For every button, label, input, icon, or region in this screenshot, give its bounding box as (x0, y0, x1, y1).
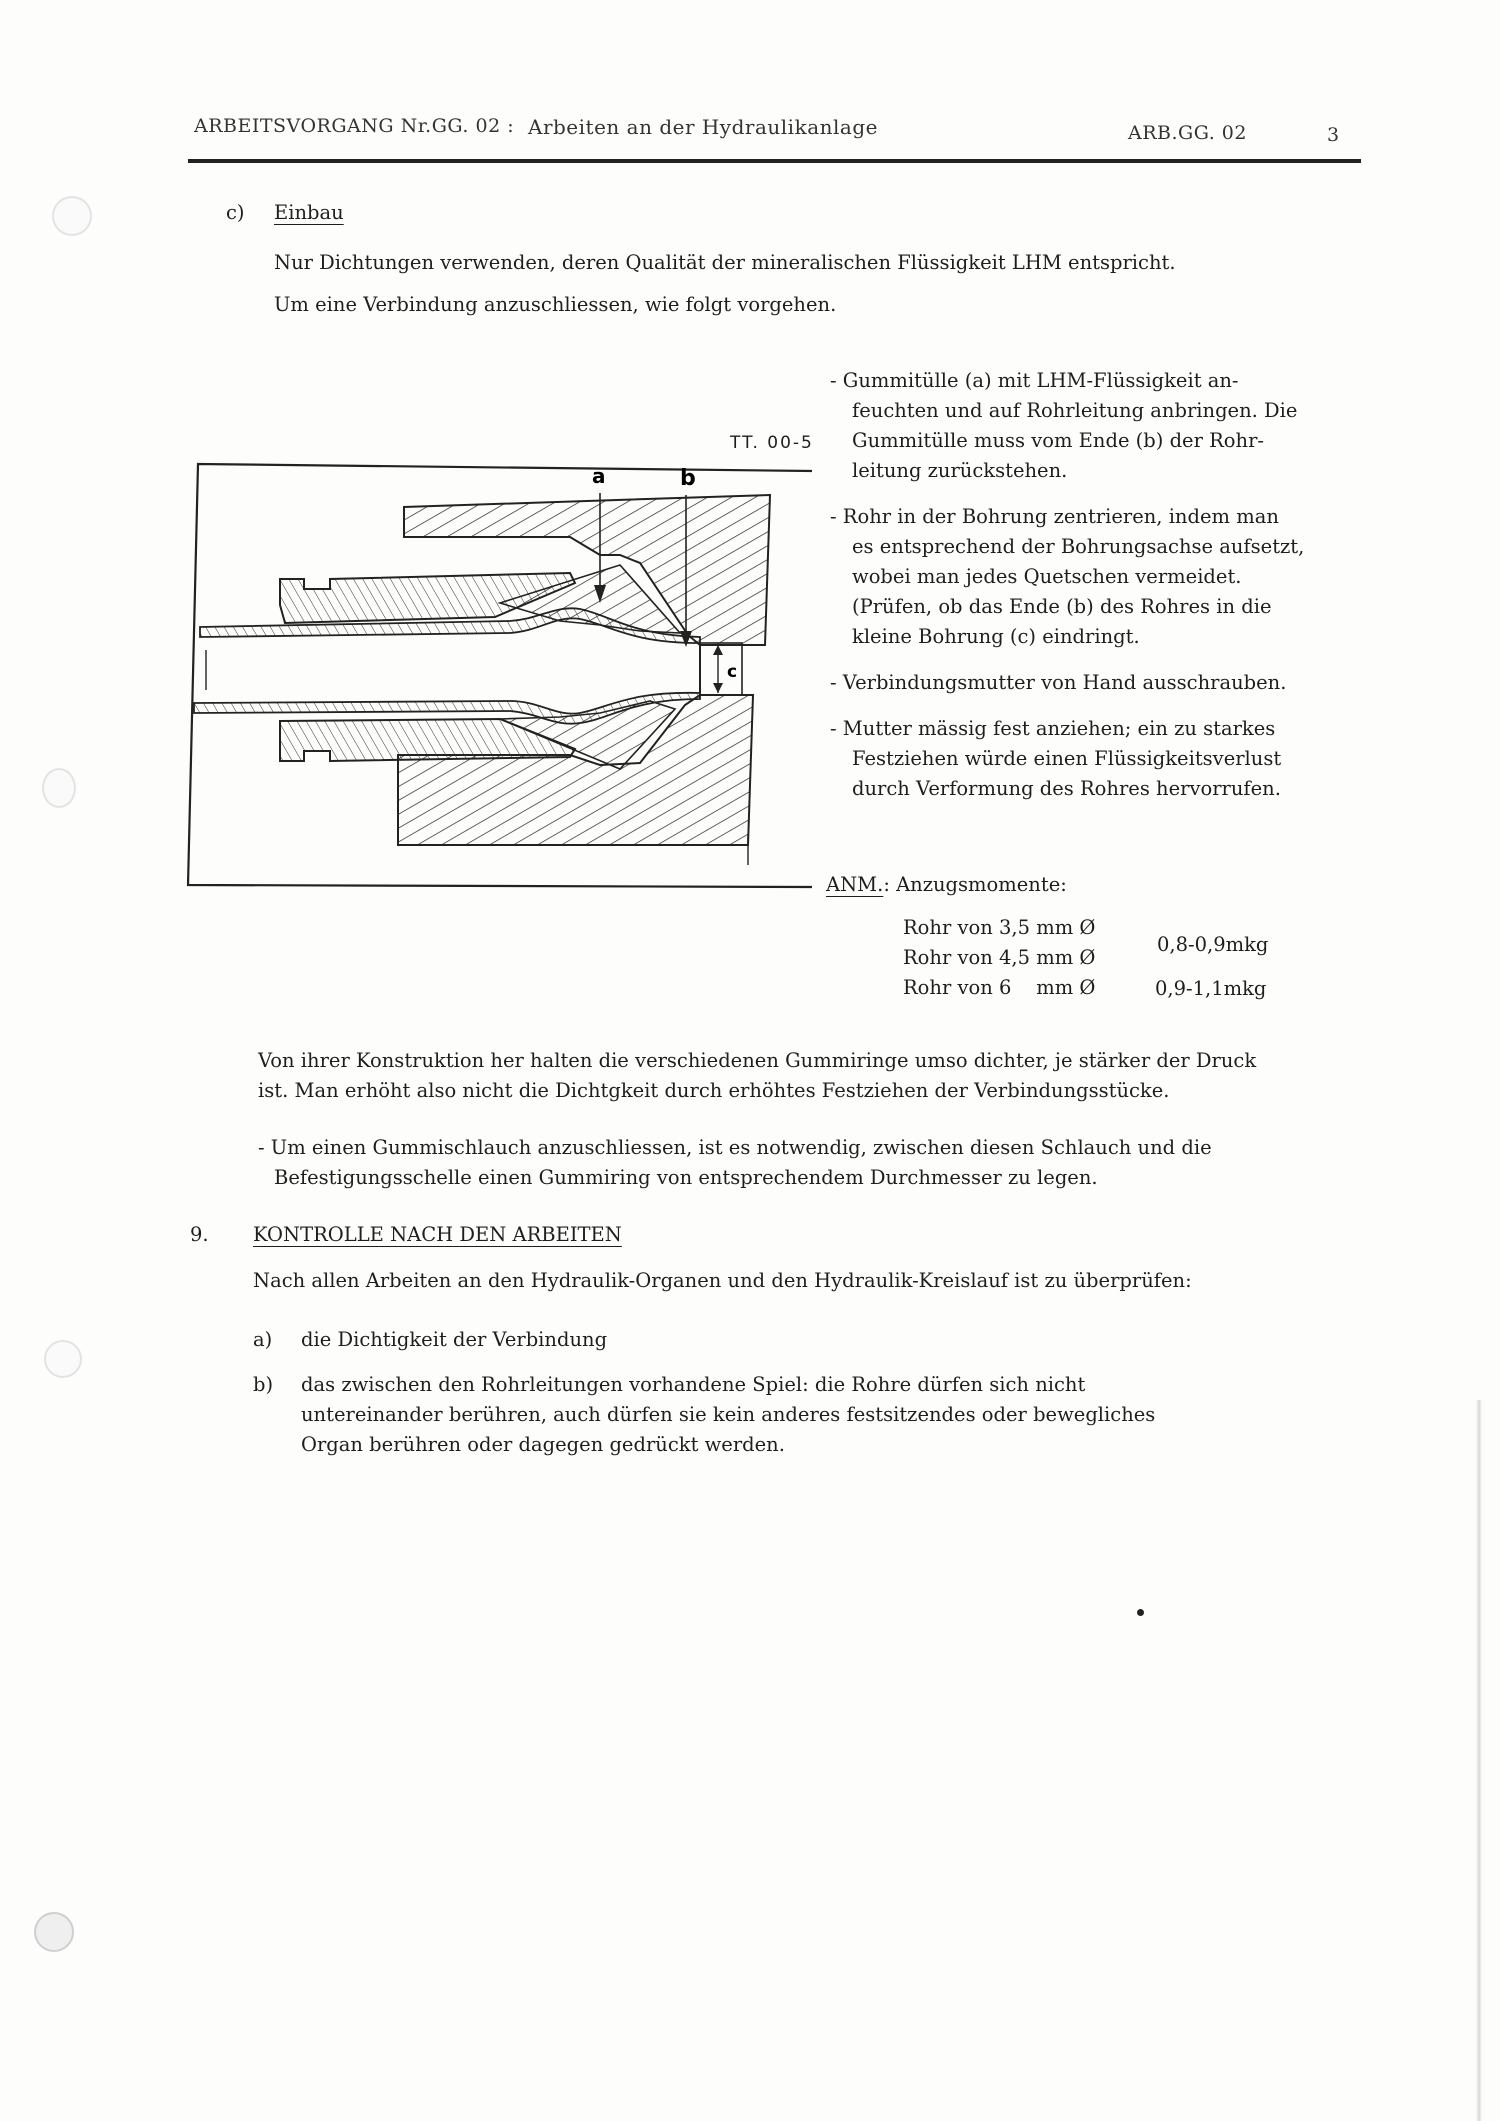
torque-value-1: 0,8-0,9mkg (1157, 933, 1269, 956)
figure-ref: TT. 00-5 (730, 433, 814, 453)
header-code: ARB.GG. 02 (1128, 122, 1247, 144)
anm-label: ANM. (826, 873, 884, 896)
step-2: - Rohr in der Bohrung zentrieren, indem man es entsprechend der Bohrungsachse aufsetzt, wobei man jedes Quetschen vermeidet. (Prüfen, ob das Ende (b) des Rohres in die kleine Bohrung (c) eindringt. (830, 505, 1305, 648)
header-rule (188, 159, 1361, 163)
section-9-intro: Nach allen Arbeiten an den Hydraulik-Organen und den Hydraulik-Kreislauf ist zu überprüfen: (253, 1269, 1192, 1292)
pipe-fitting-diagram (180, 455, 830, 895)
torque-row-3: Rohr von 6 mm Ø (903, 976, 1096, 999)
section-c-marker: c) (226, 201, 245, 224)
torque-row-1: Rohr von 3,5 mm Ø (903, 916, 1096, 939)
section-9-number: 9. (190, 1223, 209, 1246)
anm-heading (826, 870, 1067, 900)
section-c-paragraph-1: Nur Dichtungen verwenden, deren Qualität der mineralischen Flüssigkeit LHM entspricht. (274, 251, 1176, 274)
steps-list (830, 366, 1304, 804)
punch-hole-bottom (34, 1912, 74, 1952)
label-a: a (592, 464, 606, 488)
label-c: c (727, 662, 738, 682)
step-4: - Mutter mässig fest anziehen; ein zu starkes Festziehen würde einen Flüssigkeitsverlust durch Verformung des Rohres hervorrufen. (830, 717, 1282, 800)
punch-hole-middle (42, 768, 76, 808)
scan-edge (1476, 1400, 1482, 2121)
section-9-heading: KONTROLLE NACH DEN ARBEITEN (253, 1223, 622, 1246)
step-1: - Gummitülle (a) mit LHM-Flüssigkeit an- feuchten und auf Rohrleitung anbringen. Die Gummitülle muss vom Ende (b) der Rohr- leitung zurückstehen. (830, 369, 1298, 482)
torque-value-2: 0,9-1,1mkg (1155, 977, 1267, 1000)
paragraph-gummischlauch: - Um einen Gummischlauch anzuschliessen, ist es notwendig, zwischen diesen Schlauch und die Befestigungsschelle einen Gummiring von entsprechendem Durchmesser zu legen. (258, 1136, 1212, 1189)
punch-hole-lower (44, 1340, 82, 1378)
step-3: - Verbindungsmutter von Hand ausschrauben. (830, 671, 1287, 694)
check-item-b-marker: b) (253, 1373, 274, 1396)
section-c-paragraph-2: Um eine Verbindung anzuschliessen, wie folgt vorgehen. (274, 293, 837, 316)
header-doc-ref: ARBEITSVORGANG Nr.GG. 02 : (194, 115, 515, 137)
label-b: b (680, 466, 696, 491)
header-title: Arbeiten an der Hydraulikanlage (528, 115, 878, 139)
section-c-heading: Einbau (274, 201, 344, 224)
stray-dot (1137, 1609, 1144, 1616)
paragraph-konstruktion: Von ihrer Konstruktion her halten die verschiedenen Gummiringe umso dichter, je stärker der Druck ist. Man erhöht also nicht die Dichtgkeit durch erhöhtes Festziehen der Verbindungsstücke. (258, 1049, 1257, 1102)
page-number: 3 (1327, 124, 1340, 146)
check-item-a-marker: a) (253, 1328, 273, 1351)
anm-title: : Anzugsmomente: (883, 873, 1067, 896)
torque-row-2: Rohr von 4,5 mm Ø (903, 946, 1096, 969)
torque-table (903, 913, 1095, 1003)
punch-hole-top (52, 196, 92, 236)
